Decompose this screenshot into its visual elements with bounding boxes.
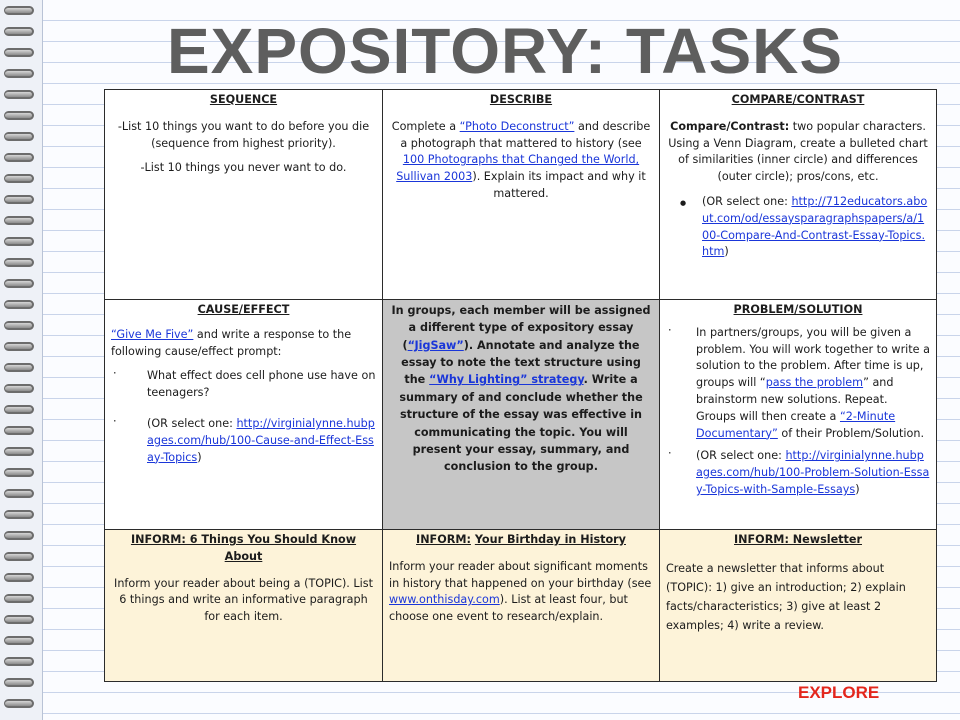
bullet-icon: ● — [680, 198, 687, 207]
problem-text-3: of their Problem/Solution. — [777, 426, 925, 440]
describe-header: DESCRIBE — [489, 93, 553, 106]
bullet-icon: · — [668, 323, 672, 337]
onthisday-link[interactable]: www.onthisday.com — [389, 593, 500, 607]
cell-describe — [383, 90, 660, 300]
jigsaw-link[interactable]: “JigSaw” — [407, 338, 464, 352]
spiral-ring — [4, 678, 34, 687]
photographs-book-link[interactable]: 100 Photographs that Changed the World, Sullivan 2003 — [396, 153, 640, 184]
inform3-header: INFORM: Newsletter — [734, 533, 862, 546]
inform2-text-1: Inform your reader about significant moments in history that happened on your birthday (see — [389, 559, 652, 590]
problem-header: PROBLEM/SOLUTION — [733, 303, 863, 316]
problem-or-text: (OR select one: — [696, 449, 786, 463]
spiral-ring — [4, 342, 34, 351]
spiral-binding — [0, 0, 43, 720]
problem-topics-link[interactable]: http://virginialynne.hubpages.com/hub/100-Problem-Solution-Essay-Topics-with-Sample-Essays — [696, 449, 930, 496]
describe-text — [389, 119, 653, 203]
inform2-header-a: INFORM: — [416, 533, 471, 546]
spiral-ring — [4, 174, 34, 183]
cell-problem-solution — [660, 300, 937, 530]
cause-text — [111, 327, 376, 361]
photo-deconstruct-link[interactable]: “Photo Deconstruct” — [459, 119, 575, 133]
group-text-3: . Write a summary of and conclude whether the structure of the essay was effective in communicating the topic. You will present your essay, summary, and conclusion to the group. — [399, 373, 643, 474]
spiral-ring — [4, 594, 34, 603]
cause-or-select — [111, 416, 376, 466]
spiral-ring — [4, 258, 34, 267]
problem-text-1: In partners/groups, you will be given a problem. You will work together to write a solution to the problem. After time is up, groups will “ — [696, 325, 930, 390]
spiral-ring — [4, 636, 34, 645]
bullet-icon: · — [113, 414, 117, 428]
spiral-ring — [4, 384, 34, 393]
spiral-ring — [4, 447, 34, 456]
spiral-ring — [4, 279, 34, 288]
spiral-ring — [4, 426, 34, 435]
compare-bold-label: Compare/Contrast: — [670, 119, 790, 133]
spiral-ring — [4, 573, 34, 582]
spiral-ring — [4, 489, 34, 498]
inform2-header-b: Your Birthday in History — [474, 533, 626, 546]
cell-group-jigsaw — [383, 300, 660, 530]
group-text-1: In groups, each member will be assigned a different type of expository essay ( — [391, 304, 651, 352]
compare-or-select — [666, 194, 930, 261]
compare-description: two popular characters. Using a Venn Diagram, create a bulleted chart of similarities (inner circle) and differences (outer circle); pros/cons, etc. — [668, 119, 928, 184]
spiral-ring — [4, 510, 34, 519]
spiral-ring — [4, 363, 34, 372]
explore-label: EXPLORE — [798, 683, 880, 702]
spiral-ring — [4, 300, 34, 309]
spiral-ring — [4, 111, 34, 120]
sequence-task-1: -List 10 things you want to do before you die (sequence from highest priority). — [117, 119, 370, 150]
spiral-ring — [4, 216, 34, 225]
compare-or-text: (OR select one: — [702, 194, 792, 208]
spiral-ring — [4, 132, 34, 141]
bullet-icon: · — [113, 367, 117, 381]
inform1-text: Inform your reader about being a (TOPIC). List 6 things and write an informative paragraph for each item. — [114, 576, 373, 624]
spiral-ring — [4, 468, 34, 477]
group-text-2: ). Annotate and analyze the essay to note the text structure using the — [401, 338, 641, 387]
spiral-ring — [4, 615, 34, 624]
problem-text — [666, 325, 930, 443]
bullet-icon: · — [668, 447, 672, 461]
spiral-ring — [4, 321, 34, 330]
cell-compare-contrast — [660, 90, 937, 300]
sequence-task-2: -List 10 things you never want to do. — [140, 161, 347, 175]
cell-inform-birthday — [383, 530, 660, 682]
group-text — [389, 302, 653, 476]
spiral-ring — [4, 657, 34, 666]
inform2-text-2: ). List at least four, but choose one event to research/explain. — [389, 593, 628, 624]
cause-close-paren: ) — [197, 450, 202, 464]
compare-text — [666, 119, 930, 186]
inform2-text — [389, 559, 653, 626]
two-minute-documentary-link[interactable]: “2-Minute Documentary” — [696, 409, 896, 440]
cell-inform-six-things — [105, 530, 383, 682]
cause-or-text: (OR select one: — [147, 416, 237, 430]
spiral-ring — [4, 405, 34, 414]
cell-cause-effect — [105, 300, 383, 530]
give-me-five-link[interactable]: “Give Me Five” — [111, 327, 194, 341]
inform3-text: Create a newsletter that informs about (TOPIC): 1) give an introduction; 2) explain facts/characteristics; 3) give at least 2 examples; 4) write a review. — [666, 561, 906, 632]
sequence-header: SEQUENCE — [209, 93, 278, 106]
cause-text-1: and write a response to the following cause/effect prompt: — [111, 327, 352, 358]
compare-close-paren: ) — [724, 245, 729, 259]
cause-prompt — [111, 368, 376, 402]
pass-the-problem-link[interactable]: pass the problem — [765, 376, 864, 390]
spiral-ring — [4, 552, 34, 561]
describe-text-2: and describe a photograph that mattered to history (see — [400, 119, 651, 150]
spiral-ring — [4, 195, 34, 204]
spiral-ring — [4, 90, 34, 99]
spiral-ring — [4, 699, 34, 708]
describe-text-3: ). Explain its impact and why it mattered. — [472, 170, 646, 200]
cause-topics-link[interactable]: http://virginialynne.hubpages.com/hub/100-Cause-and-Effect-Essay-Topics — [147, 416, 375, 464]
spiral-ring — [4, 153, 34, 162]
spiral-ring — [4, 237, 34, 246]
describe-text-1: Complete a — [391, 119, 460, 133]
problem-or-select — [666, 448, 930, 498]
problem-close-paren: ) — [855, 482, 860, 496]
compare-header: COMPARE/CONTRAST — [731, 93, 865, 106]
cell-sequence — [105, 90, 383, 300]
cause-question: What effect does cell phone use have on teenagers? — [147, 369, 376, 400]
inform1-header: INFORM: 6 Things You Should Know About — [130, 533, 357, 563]
task-grid — [104, 89, 937, 682]
cause-header: CAUSE/EFFECT — [197, 303, 290, 316]
compare-topics-link[interactable]: http://712educators.about.com/od/essaysparagraphspapers/a/100-Compare-And-Contrast-Essay-Topics.htm — [702, 194, 928, 259]
problem-text-2: ” and brainstorm new solutions. Repeat. Groups will then create a — [696, 376, 894, 423]
why-lighting-link[interactable]: “Why Lighting” strategy — [429, 373, 584, 387]
inform2-header — [389, 532, 653, 549]
spiral-ring — [4, 531, 34, 540]
page-title: EXPOSITORY: TASKS — [166, 15, 844, 87]
cell-inform-newsletter — [660, 530, 937, 682]
